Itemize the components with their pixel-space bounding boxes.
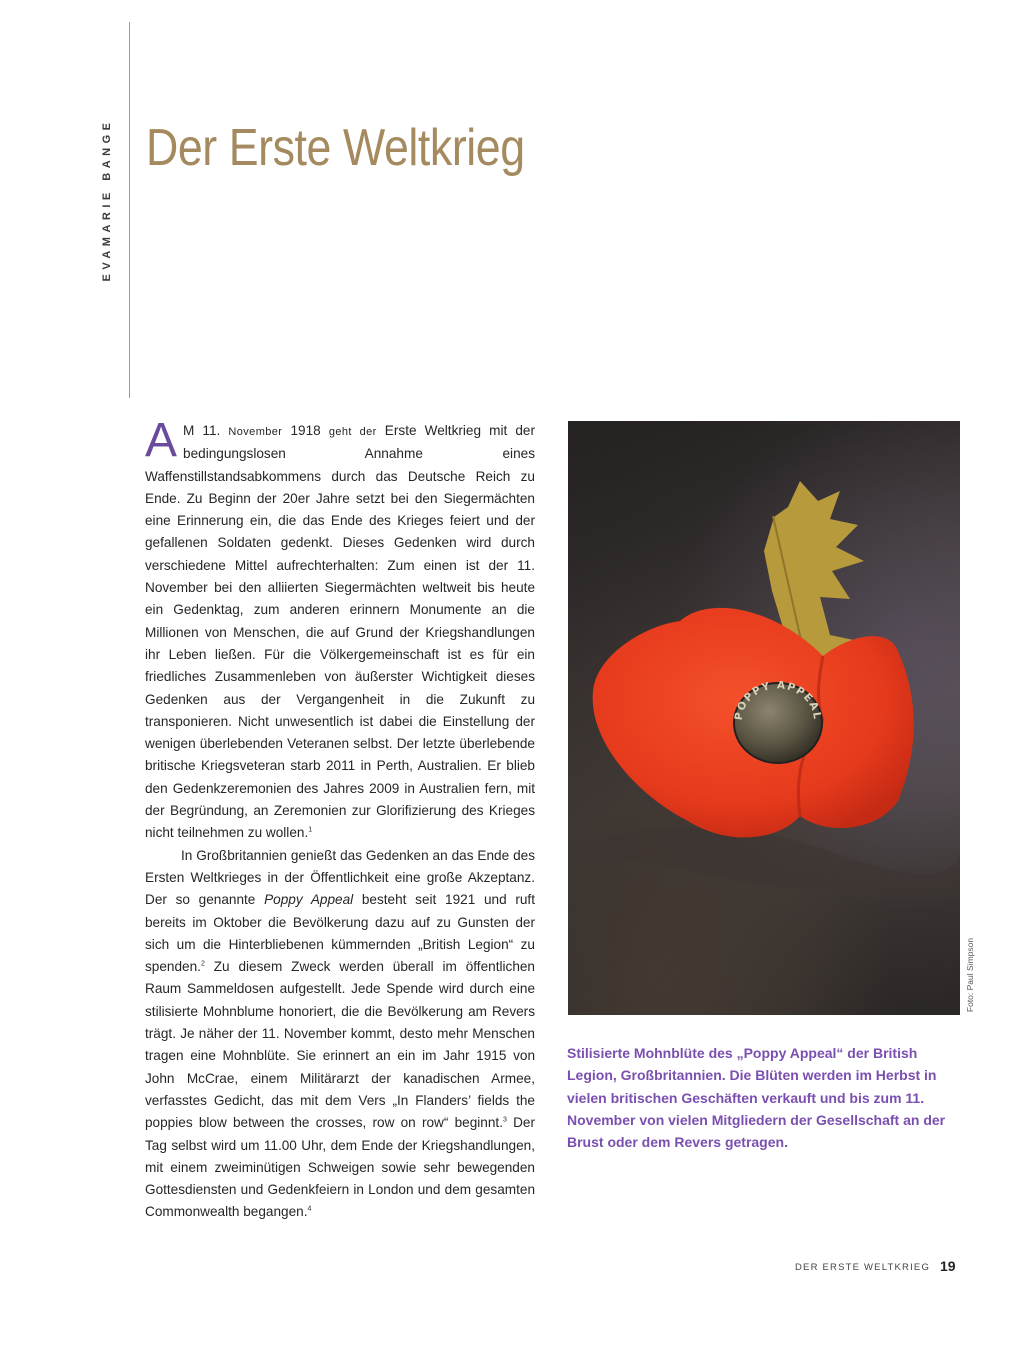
poppy-appeal-term: Poppy Appeal bbox=[264, 892, 354, 908]
photo-caption: Stilisierte Mohnblüte des „Poppy Appeal“ der British Legion, Großbritannien. Die Blüten werden im Herbst in vielen britischen Geschäften verkauft und bis zum 11. November von vielen Mitgliedern der Gesellschaft an der Brust oder dem Revers getragen. bbox=[567, 1045, 946, 1151]
page-title: Der Erste Weltkrieg bbox=[146, 119, 525, 177]
lead-in-4: geht der bbox=[328, 426, 377, 438]
paragraph-2-text-a: In Großbritannien genießt das Gedenken an das Ende des Ersten Weltkrieges in der Öffentlichkeit eine große Akzeptanz. Der so genannte bbox=[145, 847, 535, 908]
lead-in-1: M 11. bbox=[183, 423, 229, 438]
footnote-ref-3[interactable]: 3 bbox=[502, 1116, 507, 1124]
paragraph-1 bbox=[145, 414, 535, 845]
paragraph-2-text-c: Zu diesem Zweck werden überall im öffentlichen Raum Sammeldosen aufgestellt. Jede Spende wird durch eine stilisierte Mohnblume honoriert, die die Bevölkerung am Revers trägt. Je näher der 11. November kommt, desto mehr Menschen tragen eine Mohnblüte. Sie erinnert an ein im Jahr 1915 von John McCrae, einem Militärarzt der kanadischen Armee, verfasstes Gedicht, das mit dem Vers „In Flanders’ fields the poppies blow between the crosses, row on row“ beginnt. bbox=[145, 959, 535, 1131]
poppy-illustration bbox=[568, 421, 960, 1015]
author-name: EVAMARIE BANGE bbox=[101, 118, 113, 282]
body-column bbox=[145, 414, 535, 1224]
page-number: 19 bbox=[940, 1258, 956, 1274]
poppy-photo bbox=[568, 421, 960, 1015]
footnote-ref-1[interactable]: 1 bbox=[308, 826, 313, 834]
badge-text: POPPY APPEAL bbox=[732, 679, 824, 722]
paragraph-2-text-d: Der Tag selbst wird um 11.00 Uhr, dem Ende der Kriegshandlungen, mit einem zweiminütigen Schweigen sowie sehr bewegenden Gottesdiensten und Gedenkfeiern in London und dem gesamten Commonwealth begangen. bbox=[145, 1115, 535, 1220]
paragraph-1-text: Erste Weltkrieg mit der bedingungslosen Annahme eines Waffenstillstandsabkommens durch das Deutsche Reich zu Ende. Zu Beginn der 20er Jahre setzt bei den Siegermächten eine Erinnerung ein, die das Ende des Krieges feiert und der gefallenen Soldaten gedenkt. Dieses Gedenken wird durch verschiedene Mittel aufrechterhalten: Zum einen ist der 11. November bei den alliierten Siegermächten weltweit bis heute ein Gedenktag, zum anderen erinnern Monumente an die Millionen von Menschen, die auf Grund der Kriegshandlungen ihr Leben ließen. Für die Völkergemeinschaft ist es für ein friedliches Zusammenleben von äußerster Wichtigkeit dieses Gedenken aus der Vergangenheit in die Zukunft zu transponieren. Nicht unwesentlich ist dabei die Einstellung der wenigen überlebenden Veteranen selbst. Der letzte überlebende britische Kriegsveteran starb 2011 in Perth, Australien. Er blieb den Gedenkzeremonien des Jahres 2009 in Australien fern, mit der Begründung, an Zeremonien zur Glorifizierung des Krieges nicht teilnehmen zu wollen. bbox=[145, 423, 535, 841]
photo-credit: Foto: Paul Simpson bbox=[965, 937, 975, 1013]
lead-in-3: 1918 bbox=[282, 423, 329, 438]
footnote-ref-2[interactable]: 2 bbox=[200, 960, 205, 968]
footnote-ref-4[interactable]: 4 bbox=[307, 1205, 312, 1213]
vertical-rule bbox=[129, 22, 130, 398]
paragraph-2-text-b: besteht seit 1921 und ruft bereits im Oktober die Bevölkerung dazu auf zu Gunsten der sich um die Hinterbliebenen kümmernden „British Legion“ zu spenden. bbox=[145, 892, 535, 975]
paragraph-2 bbox=[145, 845, 535, 1224]
running-footer: DER ERSTE WELTKRIEG bbox=[795, 1262, 931, 1273]
lead-in-2: November bbox=[228, 426, 283, 438]
drop-cap: A bbox=[145, 414, 178, 467]
